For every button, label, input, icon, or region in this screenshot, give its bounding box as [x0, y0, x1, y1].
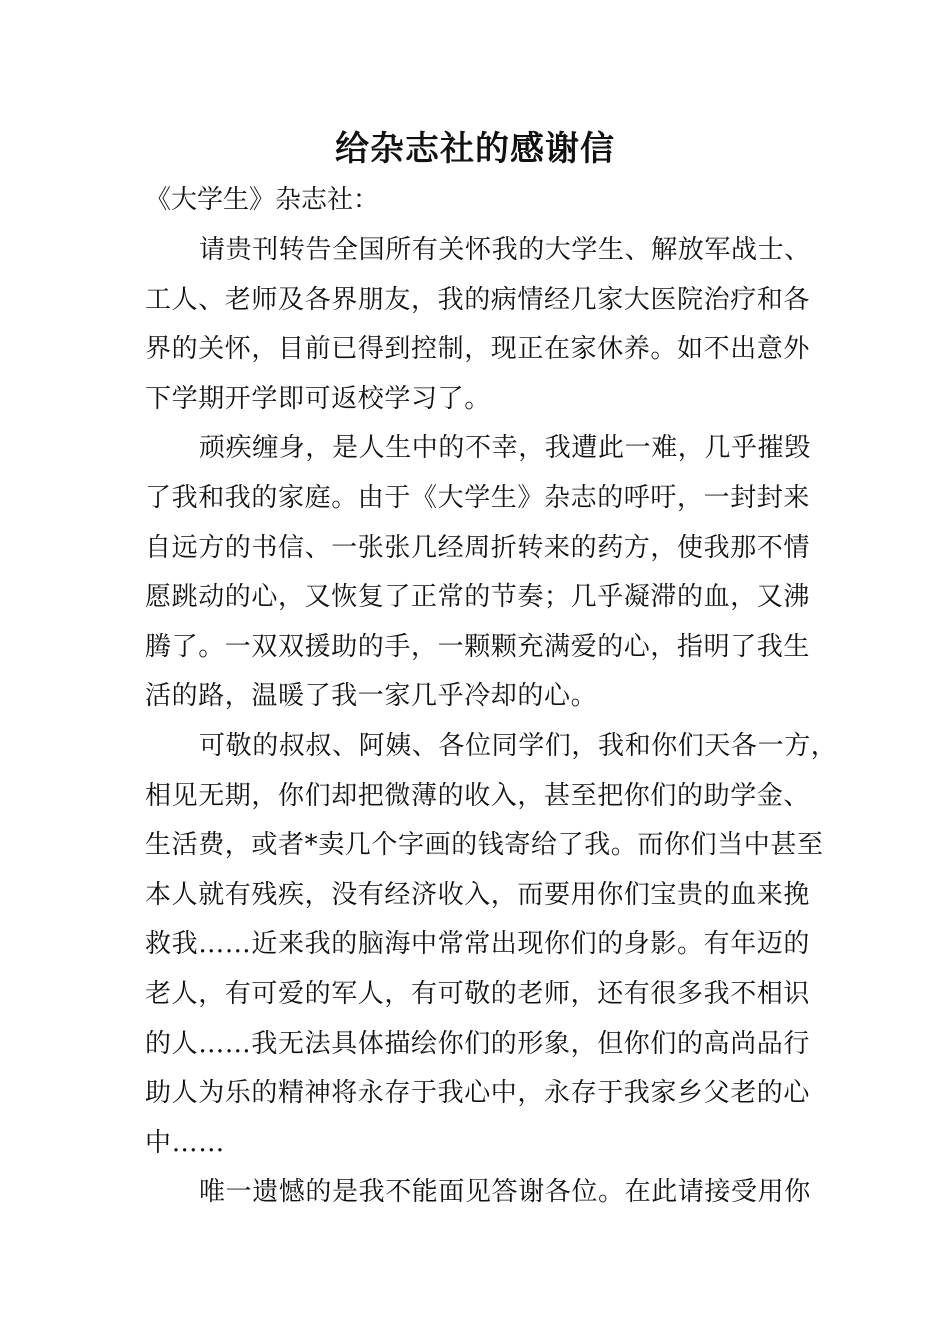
paragraph-3-line-1: 可敬的叔叔、阿姨、各位同学们，我和你们天各一方，: [199, 730, 838, 761]
paragraph-3-line-9: 中……: [145, 1127, 225, 1158]
paragraph-1-line-2: 工人、老师及各界朋友，我的病情经几家大医院治疗和各: [145, 284, 811, 315]
paragraph-1-line-1: 请贵刊转告全国所有关怀我的大学生、解放军战士、: [199, 235, 811, 265]
paragraph-2-line-2: 了我和我的家庭。由于《大学生》杂志的呼吁，一封封来: [145, 482, 811, 513]
paragraph-3-line-3: 生活费，或者*卖几个字画的钱寄给了我。而你们当中甚至: [145, 830, 824, 861]
paragraph-2-line-3: 自远方的书信、一张张几经周折转来的药方，使我那不情: [145, 532, 811, 563]
letter-title: 给杂志社的感谢信: [335, 129, 615, 169]
paragraph-3-line-8: 助人为乐的精神将永存于我心中，永存于我家乡父老的心: [145, 1078, 811, 1109]
paragraph-2-line-6: 活的路，温暖了我一家几乎冷却的心。: [145, 681, 598, 712]
paragraph-1-line-4: 下学期开学即可返校学习了。: [145, 383, 491, 414]
paragraph-3-line-2: 相见无期，你们却把微薄的收入，甚至把你们的助学金、: [145, 780, 811, 811]
letter-body: [145, 226, 838, 1218]
letter-salutation: 《大学生》杂志社：: [145, 185, 380, 215]
paragraph-3-line-4: 本人就有残疾，没有经济收入，而要用你们宝贵的血来挽: [145, 879, 811, 910]
paragraph-3-line-5: 救我……近来我的脑海中常常出现你们的身影。有年迈的: [145, 929, 811, 960]
paragraph-3-line-6: 老人，有可爱的军人，有可敬的老师，还有很多我不相识: [145, 978, 811, 1009]
paragraph-3-line-7: 的人……我无法具体描绘你们的形象，但你们的高尚品行: [145, 1028, 811, 1059]
paragraph-4-line-1: 唯一遗憾的是我不能面见答谢各位。在此请接受用你: [199, 1177, 811, 1208]
paragraph-2-line-1: 顽疾缠身，是人生中的不幸，我遭此一难，几乎摧毁: [199, 433, 811, 464]
paragraph-2-line-4: 愿跳动的心，又恢复了正常的节奏；几乎凝滞的血，又沸: [145, 582, 811, 613]
paragraph-1-line-3: 界的关怀，目前已得到控制，现正在家休养。如不出意外: [145, 334, 811, 365]
paragraph-2-line-5: 腾了。一双双援助的手，一颗颗充满爱的心，指明了我生: [145, 631, 811, 662]
